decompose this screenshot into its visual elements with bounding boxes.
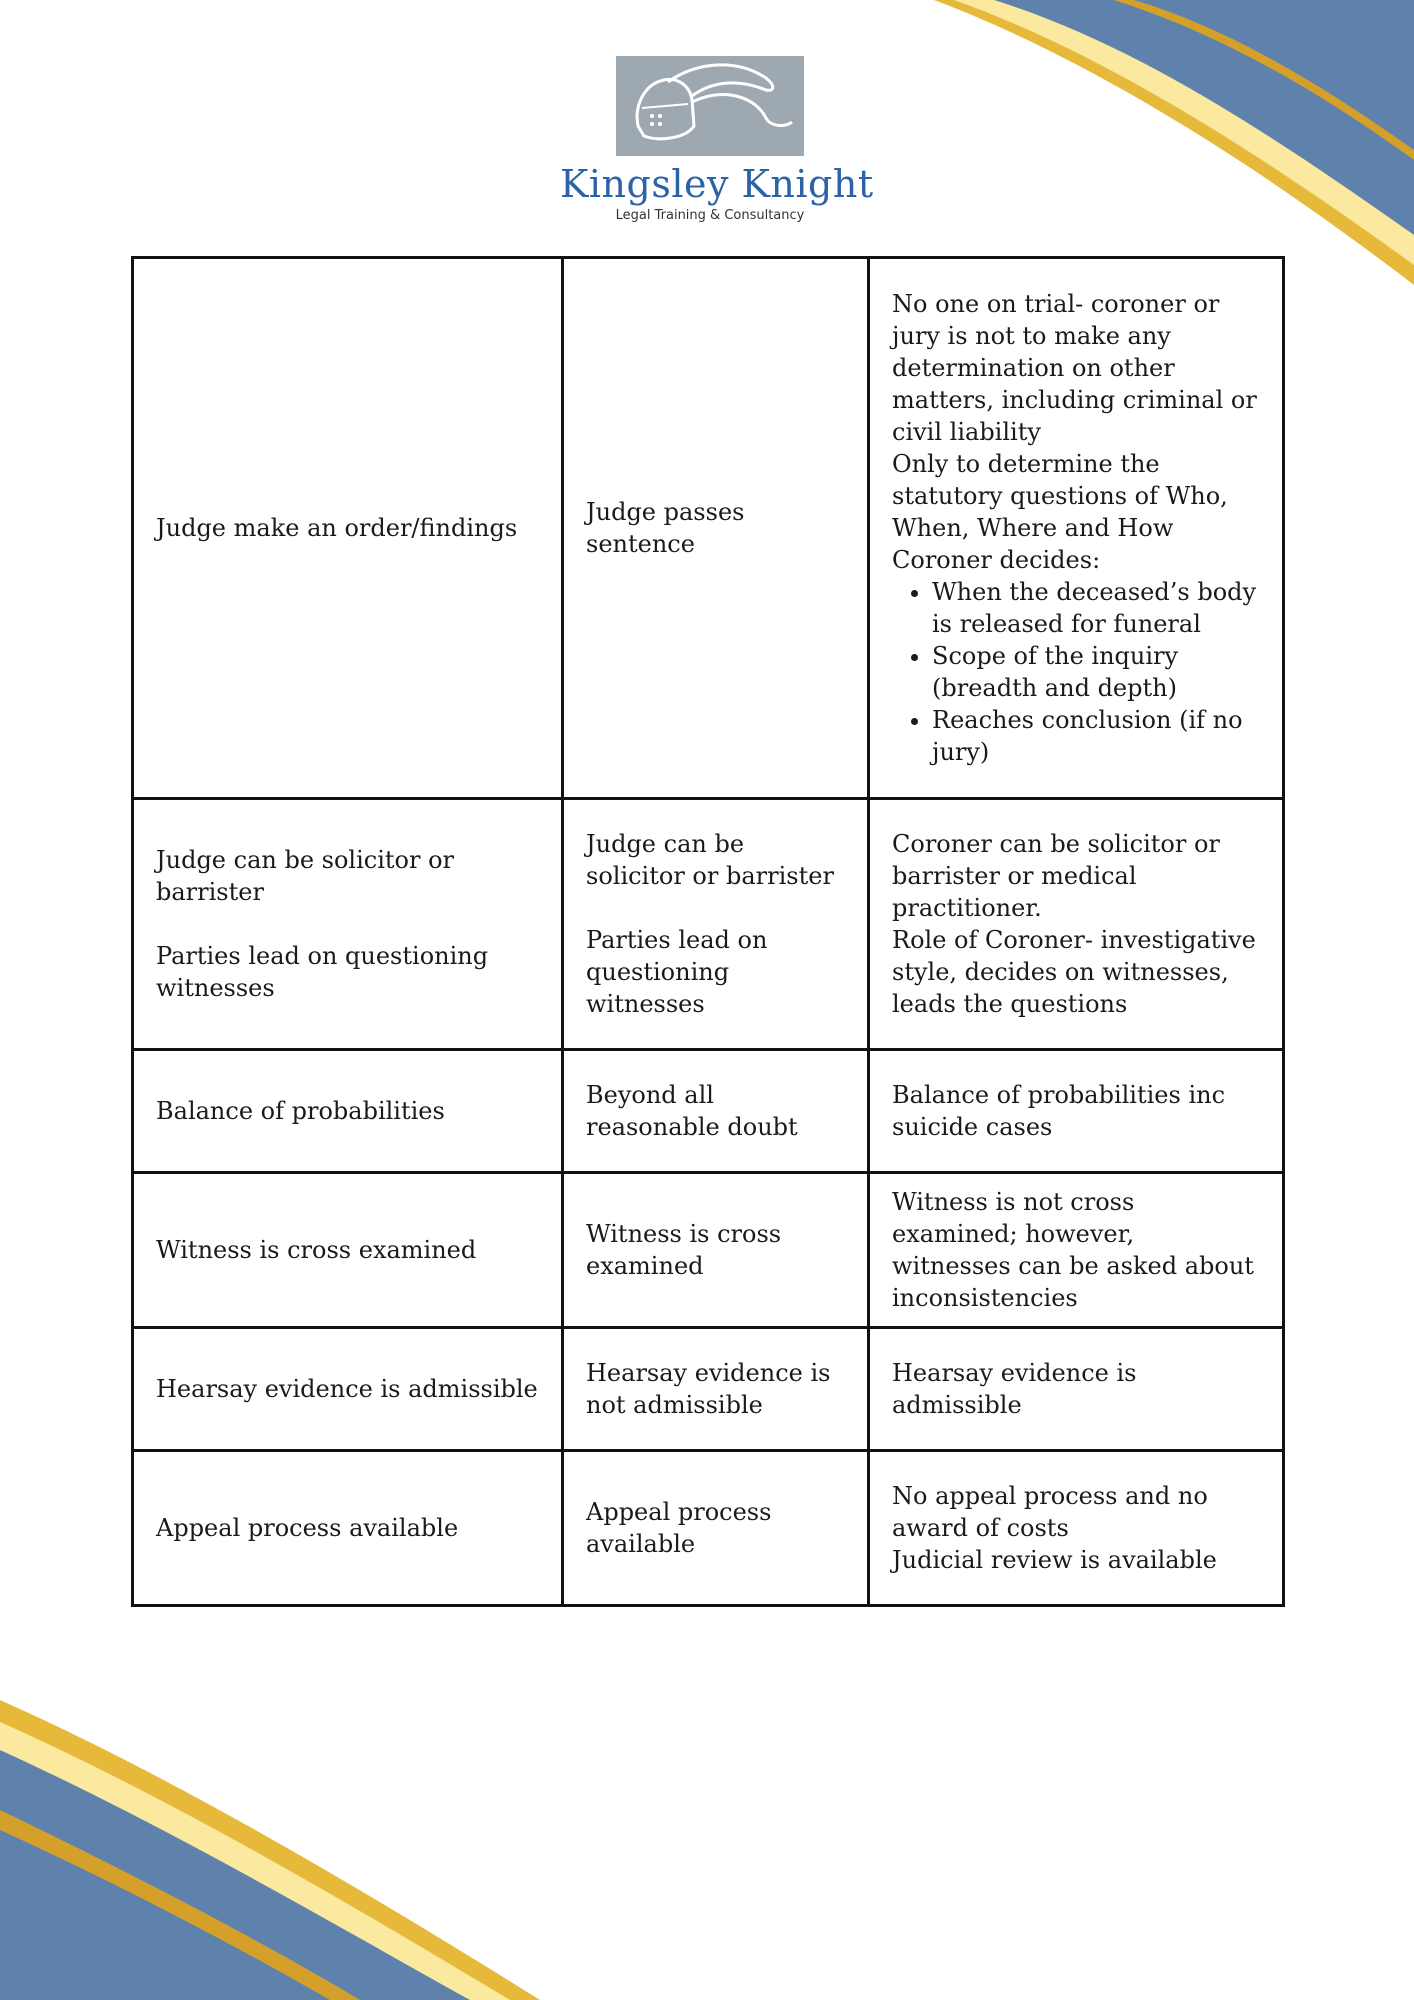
cell-text: Witness is cross examined bbox=[586, 1220, 782, 1280]
cell-text: Witness is cross examined bbox=[156, 1236, 477, 1264]
cell-text: Hearsay evidence is not admissible bbox=[586, 1359, 831, 1419]
cell-text: Parties lead on questioning witnesses bbox=[156, 942, 489, 1002]
table-cell bbox=[869, 1451, 1284, 1606]
cell-text: Only to determine the statutory questions of Who, When, Where and How bbox=[892, 450, 1228, 542]
table-cell bbox=[133, 1328, 563, 1451]
table-cell bbox=[563, 1328, 869, 1451]
table-row bbox=[133, 1328, 1284, 1451]
cell-text: Coroner can be solicitor or barrister or medical practitioner. bbox=[892, 830, 1220, 922]
table-cell bbox=[563, 1173, 869, 1328]
bullet-item: • Scope of the inquiry (breadth and depth) bbox=[932, 640, 1260, 704]
comparison-table bbox=[131, 256, 1285, 1607]
table-row bbox=[133, 1451, 1284, 1606]
cell-text: Judge can be solicitor or barrister bbox=[156, 846, 455, 906]
corner-swoosh-bottom bbox=[0, 1680, 540, 2000]
bullet-list bbox=[892, 576, 1260, 768]
table-row bbox=[133, 1050, 1284, 1173]
table-cell bbox=[869, 1173, 1284, 1328]
cell-text: Coroner decides: bbox=[892, 546, 1101, 574]
table-row bbox=[133, 258, 1284, 799]
knight-helmet-icon bbox=[616, 56, 804, 156]
cell-text: Judge make an order/findings bbox=[156, 514, 518, 542]
brand-logo bbox=[560, 56, 874, 236]
cell-text: Hearsay evidence is admissible bbox=[156, 1375, 538, 1403]
cell-text: Appeal process available bbox=[156, 1514, 459, 1542]
table-row bbox=[133, 1173, 1284, 1328]
cell-text: Beyond all reasonable doubt bbox=[586, 1081, 798, 1141]
cell-text: No appeal process and no award of costs bbox=[892, 1482, 1208, 1542]
cell-text: Role of Coroner- investigative style, decides on witnesses, leads the questions bbox=[892, 926, 1256, 1018]
paragraph-gap bbox=[586, 892, 845, 924]
table-cell bbox=[869, 799, 1284, 1050]
cell-text: Appeal process available bbox=[586, 1498, 772, 1558]
table-cell bbox=[563, 1050, 869, 1173]
table-cell bbox=[133, 1173, 563, 1328]
paragraph-gap bbox=[156, 908, 539, 940]
cell-text: Witness is not cross examined; however, witnesses can be asked about inconsistencies bbox=[892, 1188, 1254, 1312]
cell-text: Hearsay evidence is admissible bbox=[892, 1359, 1137, 1419]
comparison-table-body bbox=[133, 258, 1284, 1606]
table-cell bbox=[869, 1050, 1284, 1173]
table-cell bbox=[133, 1451, 563, 1606]
cell-text: Judge passes sentence bbox=[586, 498, 745, 558]
bullet-item: • Reaches conclusion (if no jury) bbox=[932, 704, 1260, 768]
table-cell bbox=[869, 258, 1284, 799]
brand-tagline: Legal Training & Consultancy bbox=[615, 208, 805, 223]
cell-text: Parties lead on questioning witnesses bbox=[586, 926, 768, 1018]
table-cell bbox=[133, 258, 563, 799]
cell-text: Judge can be solicitor or barrister bbox=[586, 830, 834, 890]
table-cell bbox=[133, 799, 563, 1050]
cell-text: Balance of probabilities bbox=[156, 1097, 445, 1125]
table-cell bbox=[563, 258, 869, 799]
brand-name: Kingsley Knight bbox=[560, 162, 874, 206]
table-cell bbox=[563, 1451, 869, 1606]
corner-swoosh-top bbox=[934, 0, 1414, 300]
table-row bbox=[133, 799, 1284, 1050]
cell-text: Balance of probabilities inc suicide cases bbox=[892, 1081, 1226, 1141]
table-cell bbox=[869, 1328, 1284, 1451]
cell-text: Judicial review is available bbox=[892, 1546, 1217, 1574]
table-cell bbox=[563, 799, 869, 1050]
table-cell bbox=[133, 1050, 563, 1173]
cell-text: No one on trial- coroner or jury is not to make any determination on other matters, including criminal or civil liability bbox=[892, 290, 1257, 446]
bullet-item: • When the deceased’s body is released for funeral bbox=[932, 576, 1260, 640]
